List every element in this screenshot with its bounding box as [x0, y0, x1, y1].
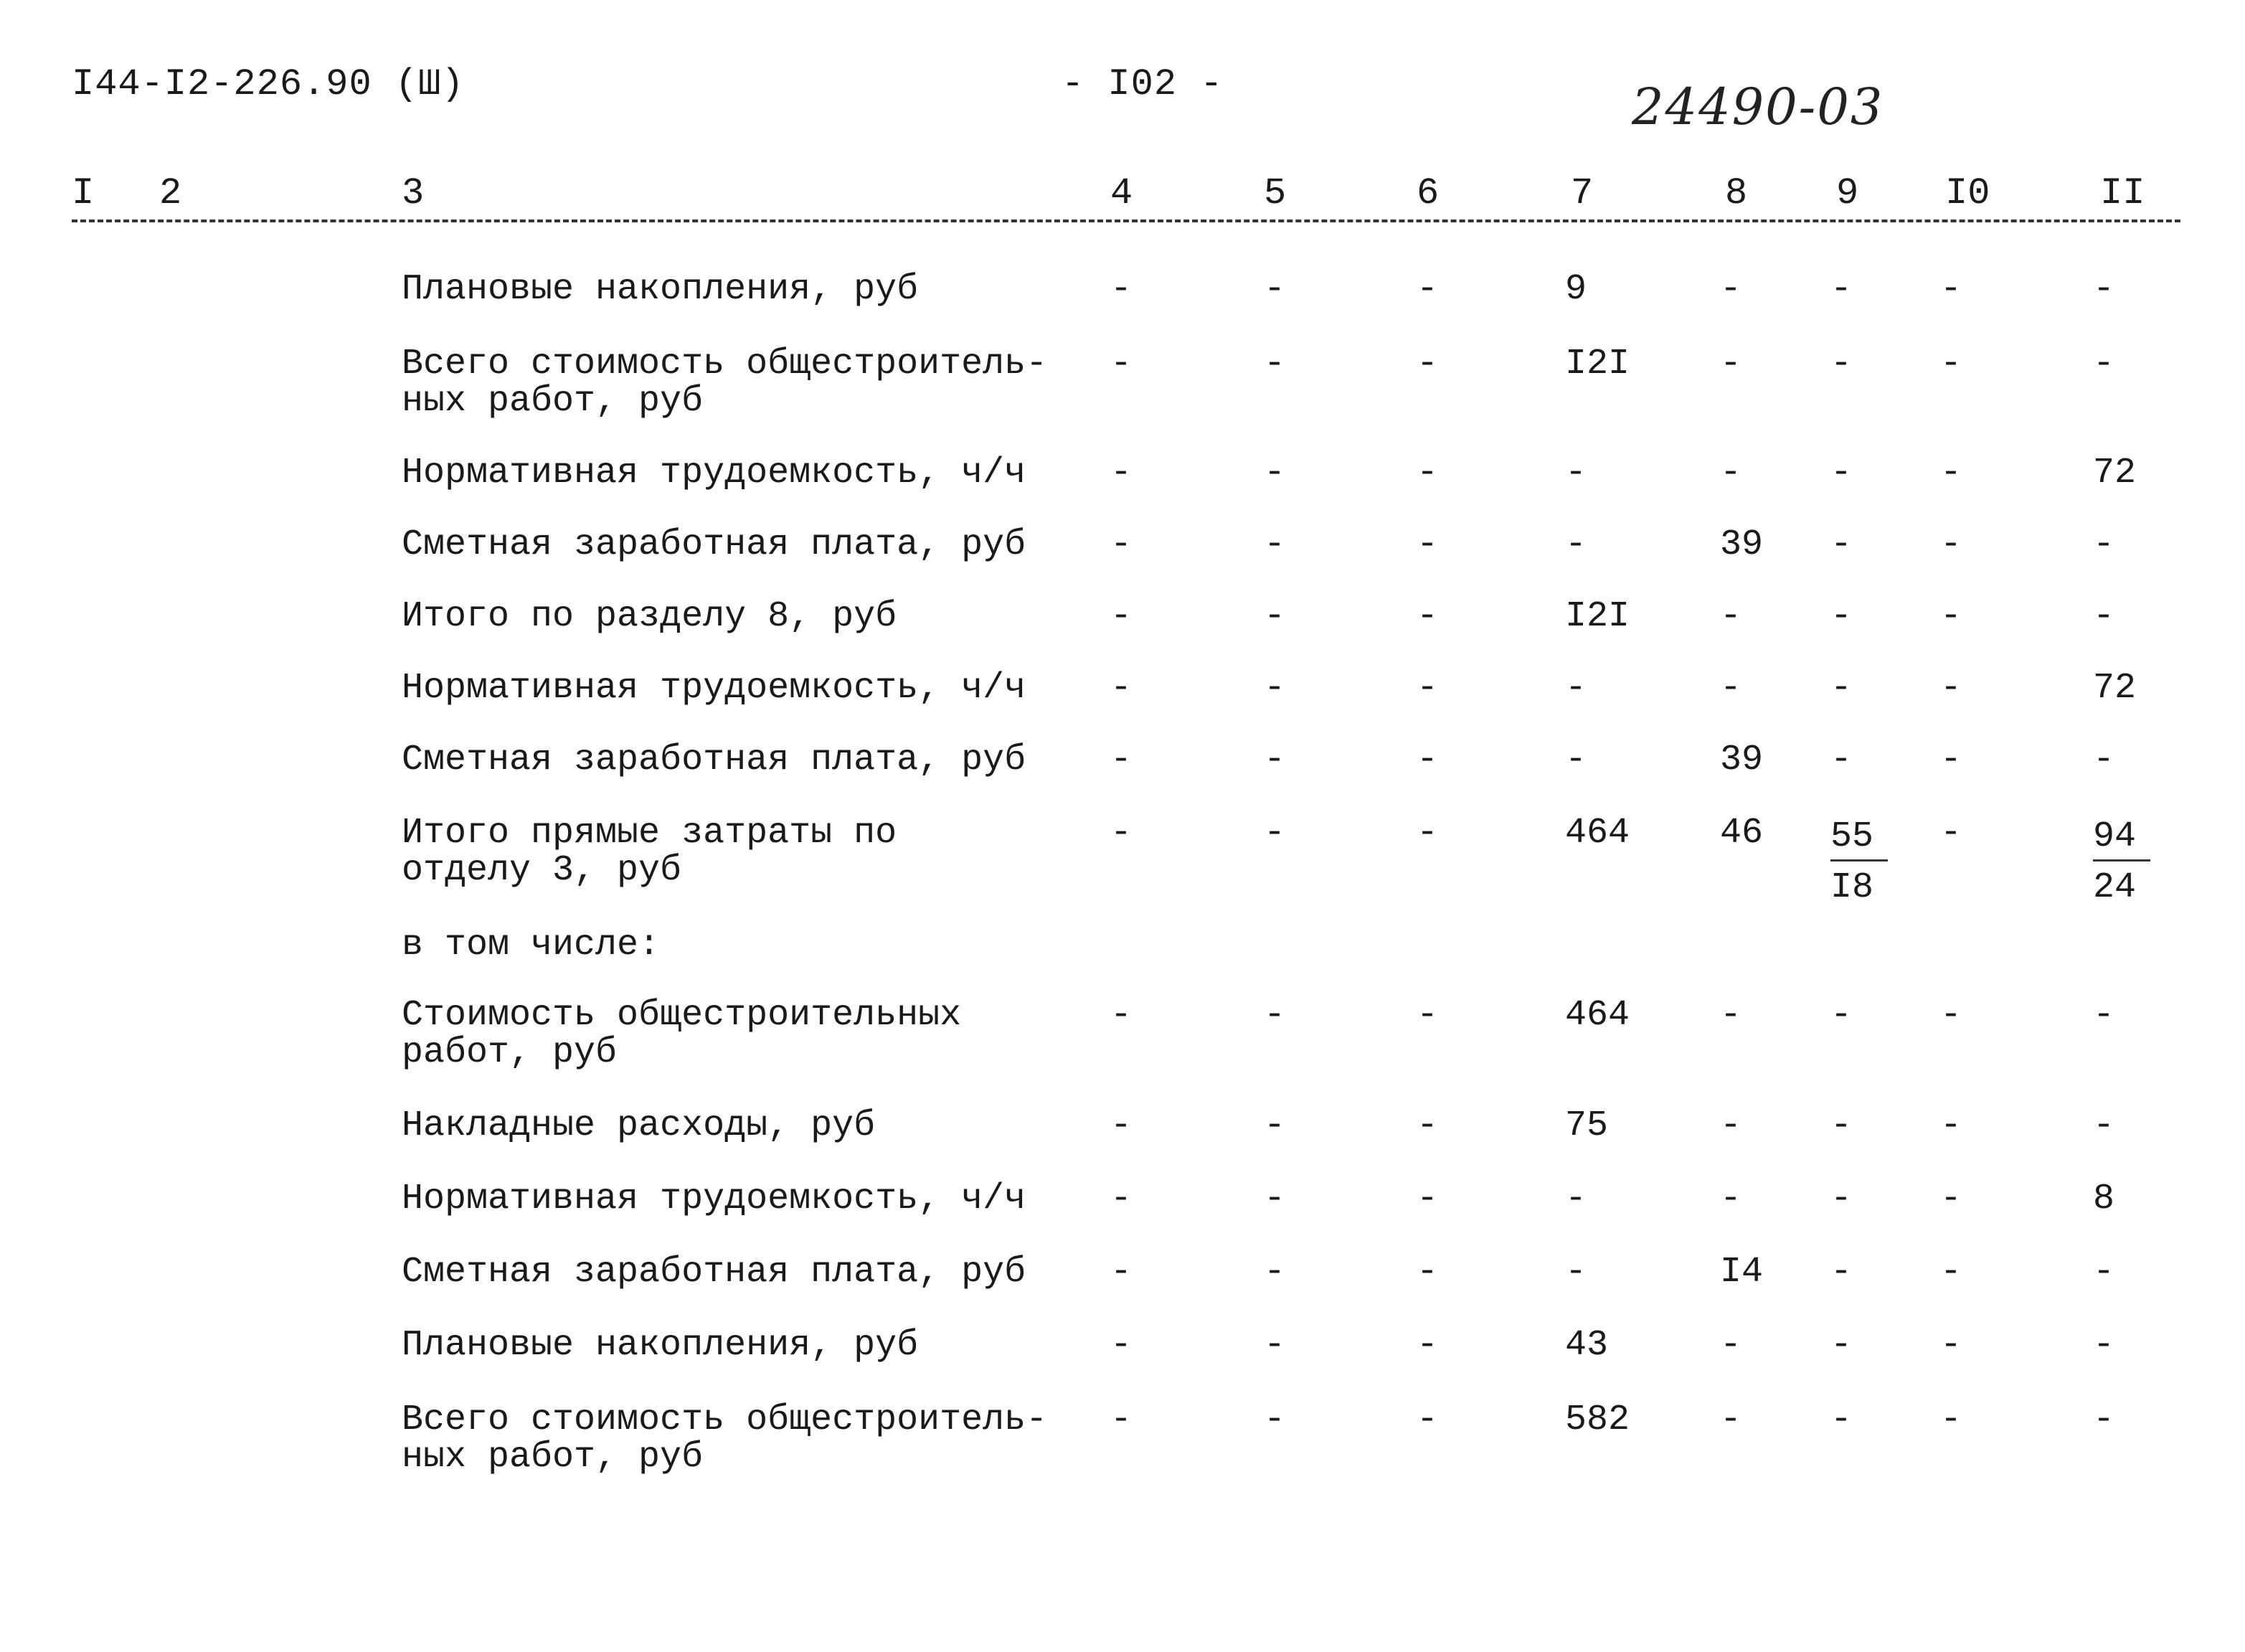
cell-col4: - — [1110, 524, 1133, 565]
row-label: Нормативная трудоемкость, ч/ч — [402, 453, 1026, 494]
cell-col6: - — [1417, 668, 1439, 709]
table-row — [0, 1400, 2245, 1478]
cell-col5: - — [1264, 1252, 1286, 1293]
cell-col6: - — [1417, 524, 1439, 565]
cell-col8: - — [1720, 269, 1742, 310]
document-code: I44-I2-226.90 (Ш) — [72, 63, 465, 105]
cell-col7: 9 — [1565, 269, 1587, 310]
cell-col7: 464 — [1565, 813, 1630, 854]
cell-col9: - — [1830, 740, 1853, 780]
cell-col7: 464 — [1565, 995, 1630, 1036]
cell-col6: - — [1417, 269, 1439, 310]
column-header-7: 7 — [1571, 172, 1594, 214]
cell-col11: - — [2093, 269, 2115, 310]
row-label: Всего стоимость общестроитель- ных работ, руб — [402, 1400, 1048, 1478]
cell-col9: - — [1830, 524, 1853, 565]
table-row — [0, 598, 2245, 663]
cell-col5: - — [1264, 668, 1286, 709]
cell-col8: - — [1720, 1400, 1742, 1440]
cell-col7: - — [1565, 524, 1587, 565]
cell-col10: - — [1940, 1105, 1962, 1146]
table-row — [0, 995, 2245, 1073]
column-header-5: 5 — [1264, 172, 1287, 214]
cell-col4: - — [1110, 1252, 1133, 1293]
cell-col7: - — [1565, 453, 1587, 494]
table-row — [0, 742, 2245, 806]
cell-col5: - — [1264, 524, 1286, 565]
cell-col9: - — [1830, 344, 1853, 384]
cell-col10: - — [1940, 1252, 1962, 1293]
cell-col9: - — [1830, 1252, 1853, 1293]
table-row — [0, 1105, 2245, 1172]
table-row — [0, 1254, 2245, 1318]
cell-col11: 72 — [2093, 668, 2137, 709]
cell-col5: - — [1264, 453, 1286, 494]
header-dashed-rule — [72, 220, 2180, 222]
column-header-2: 2 — [159, 172, 182, 214]
cell-col6: - — [1417, 813, 1439, 854]
cell-col7: - — [1565, 740, 1587, 780]
cell-col10: - — [1940, 740, 1962, 780]
cell-col10: - — [1940, 995, 1962, 1036]
cell-col8: - — [1720, 344, 1742, 384]
page-number: - I02 - — [1062, 63, 1224, 105]
cell-col4: - — [1110, 269, 1133, 310]
cell-col6: - — [1417, 596, 1439, 637]
cell-col4: - — [1110, 1325, 1133, 1366]
cell-col5: - — [1264, 269, 1286, 310]
cell-col11: - — [2093, 995, 2115, 1036]
cell-col10: - — [1940, 453, 1962, 494]
cell-col4: - — [1110, 453, 1133, 494]
cell-col5: - — [1264, 596, 1286, 637]
cell-col10: - — [1940, 813, 1962, 854]
cell-col10: - — [1940, 596, 1962, 637]
fraction-denominator: 24 — [2093, 867, 2137, 908]
cell-col11: - — [2093, 1252, 2115, 1293]
cell-col11-fraction — [2093, 815, 2150, 915]
cell-col5: - — [1264, 344, 1286, 384]
cell-col11: - — [2093, 524, 2115, 565]
cell-col4: - — [1110, 668, 1133, 709]
row-label: Нормативная трудоемкость, ч/ч — [402, 668, 1026, 709]
column-header-11: II — [2100, 172, 2145, 214]
cell-col6: - — [1417, 1105, 1439, 1146]
cell-col8: I4 — [1720, 1252, 1764, 1293]
cell-col6: - — [1417, 453, 1439, 494]
cell-col8: - — [1720, 668, 1742, 709]
cell-col9: - — [1830, 668, 1853, 709]
cell-col8: - — [1720, 995, 1742, 1036]
cell-col5: - — [1264, 1179, 1286, 1219]
cell-col8: - — [1720, 453, 1742, 494]
cell-col7: 43 — [1565, 1325, 1609, 1366]
fraction-numerator: 94 — [2093, 815, 2150, 862]
cell-col5: - — [1264, 813, 1286, 854]
row-label: в том числе: — [402, 925, 661, 966]
cell-col6: - — [1417, 1179, 1439, 1219]
cell-col7: 582 — [1565, 1400, 1630, 1440]
table-row — [0, 927, 2245, 991]
row-label: Сметная заработная плата, руб — [402, 1252, 1026, 1293]
cell-col5: - — [1264, 1105, 1286, 1146]
row-label: Итого прямые затраты по отделу 3, руб — [402, 813, 897, 891]
row-label: Нормативная трудоемкость, ч/ч — [402, 1179, 1026, 1219]
cell-col9: - — [1830, 995, 1853, 1036]
cell-col11: 8 — [2093, 1179, 2115, 1219]
cell-col9: - — [1830, 269, 1853, 310]
cell-col10: - — [1940, 344, 1962, 384]
cell-col6: - — [1417, 740, 1439, 780]
cell-col8: - — [1720, 1179, 1742, 1219]
cell-col9: - — [1830, 596, 1853, 637]
row-label: Сметная заработная плата, руб — [402, 524, 1026, 565]
column-header-3: 3 — [402, 172, 425, 214]
row-label: Сметная заработная плата, руб — [402, 740, 1026, 780]
cell-col10: - — [1940, 1179, 1962, 1219]
cell-col9: - — [1830, 453, 1853, 494]
table-row — [0, 455, 2245, 519]
cell-col8: - — [1720, 596, 1742, 637]
cell-col10: - — [1940, 269, 1962, 310]
table-row — [0, 1181, 2245, 1245]
column-header-6: 6 — [1417, 172, 1440, 214]
row-label: Всего стоимость общестроитель- ных работ, руб — [402, 344, 1048, 422]
cell-col7: 75 — [1565, 1105, 1609, 1146]
cell-col4: - — [1110, 995, 1133, 1036]
cell-col11: - — [2093, 344, 2115, 384]
row-label: Накладные расходы, руб — [402, 1105, 876, 1146]
cell-col7: - — [1565, 1252, 1587, 1293]
cell-col10: - — [1940, 524, 1962, 565]
cell-col4: - — [1110, 813, 1133, 854]
fraction-denominator: I8 — [1830, 867, 1874, 908]
cell-col8: - — [1720, 1105, 1742, 1146]
cell-col6: - — [1417, 1325, 1439, 1366]
row-label: Итого по разделу 8, руб — [402, 596, 897, 637]
column-header-9: 9 — [1836, 172, 1859, 214]
table-row — [0, 670, 2245, 735]
cell-col5: - — [1264, 1400, 1286, 1440]
cell-col7: I2I — [1565, 596, 1630, 637]
cell-col7: - — [1565, 668, 1587, 709]
table-row — [0, 271, 2245, 336]
row-label: Стоимость общестроительных работ, руб — [402, 995, 962, 1073]
cell-col8: 39 — [1720, 524, 1764, 565]
cell-col9: - — [1830, 1325, 1853, 1366]
table-row — [0, 815, 2245, 930]
cell-col8: 39 — [1720, 740, 1764, 780]
cell-col10: - — [1940, 1400, 1962, 1440]
cell-col6: - — [1417, 1252, 1439, 1293]
cell-col8: - — [1720, 1325, 1742, 1366]
cell-col4: - — [1110, 1179, 1133, 1219]
cell-col8: 46 — [1720, 813, 1764, 854]
cell-col5: - — [1264, 740, 1286, 780]
cell-col4: - — [1110, 1400, 1133, 1440]
table-row — [0, 1327, 2245, 1392]
cell-col11: - — [2093, 1105, 2115, 1146]
column-header-1: I — [72, 172, 95, 214]
cell-col6: - — [1417, 1400, 1439, 1440]
table-row — [0, 344, 2245, 422]
cell-col5: - — [1264, 995, 1286, 1036]
cell-col10: - — [1940, 1325, 1962, 1366]
cell-col5: - — [1264, 1325, 1286, 1366]
cell-col9: - — [1830, 1400, 1853, 1440]
row-label: Плановые накопления, руб — [402, 269, 919, 310]
column-header-10: I0 — [1945, 172, 1990, 214]
cell-col11: - — [2093, 1400, 2115, 1440]
cell-col4: - — [1110, 596, 1133, 637]
cell-col6: - — [1417, 344, 1439, 384]
column-header-4: 4 — [1110, 172, 1133, 214]
cell-col11: - — [2093, 596, 2115, 637]
cell-col11: - — [2093, 1325, 2115, 1366]
cell-col4: - — [1110, 1105, 1133, 1146]
cell-col4: - — [1110, 740, 1133, 780]
handwritten-registration-number: 24490-03 — [1632, 77, 1884, 136]
column-header-8: 8 — [1725, 172, 1748, 214]
fraction-numerator: 55 — [1830, 815, 1888, 862]
cell-col9: - — [1830, 1179, 1853, 1219]
cell-col4: - — [1110, 344, 1133, 384]
cell-col6: - — [1417, 995, 1439, 1036]
cell-col10: - — [1940, 668, 1962, 709]
cell-col11: 72 — [2093, 453, 2137, 494]
cell-col7: - — [1565, 1179, 1587, 1219]
cell-col9: - — [1830, 1105, 1853, 1146]
cell-col9-fraction — [1830, 815, 1888, 915]
cell-col7: I2I — [1565, 344, 1630, 384]
table-row — [0, 524, 2245, 591]
row-label: Плановые накопления, руб — [402, 1325, 919, 1366]
cell-col11: - — [2093, 740, 2115, 780]
